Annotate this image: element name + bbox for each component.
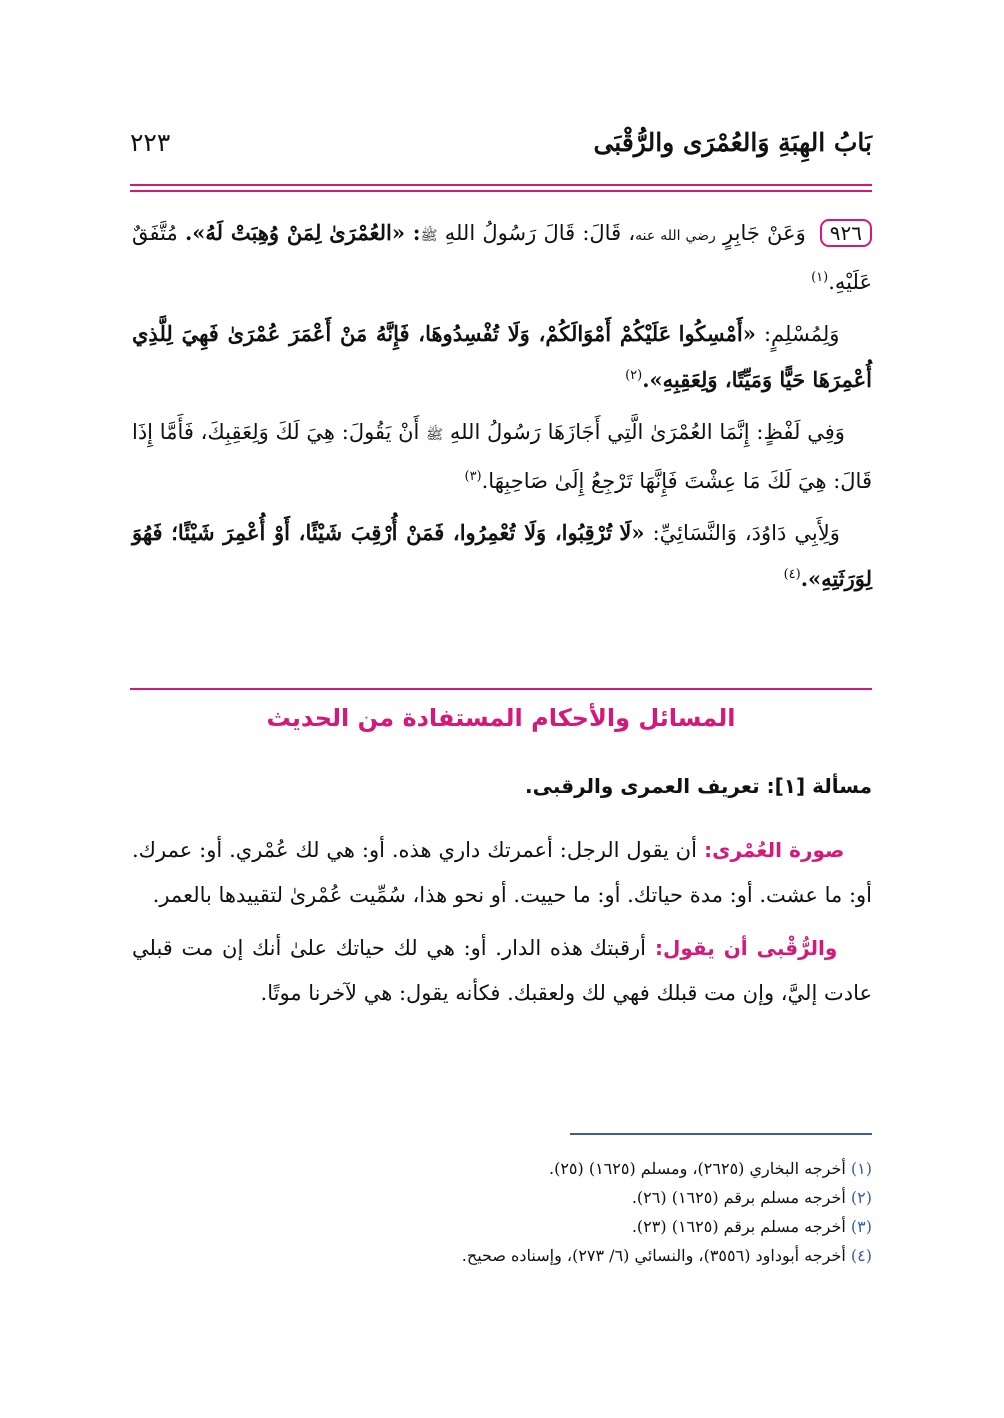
hadith-narration: وَعَنْ جَابِرٍ — [723, 221, 806, 245]
salla-glyph-2: ﷺ — [426, 427, 444, 443]
footnote-ref-3: (٣) — [464, 469, 482, 484]
footnote-3 — [132, 1212, 872, 1241]
hadith-block — [132, 212, 872, 600]
footnote-2-text: أخرجه مسلم برقم (١٦٢٥) (٢٦). — [631, 1188, 851, 1207]
footnote-4-text: أخرجه أبوداود (٣٥٥٦)، والنسائي (٦/ ٢٧٣)، وإسناده صحيح. — [461, 1246, 851, 1265]
radi-allahu-glyph: رضي الله عنه — [635, 228, 716, 244]
hadith-quote-1: : «العُمْرَىٰ لِمَنْ وُهِبَتْ لَهُ». — [184, 220, 421, 245]
hadith-paragraph-2 — [132, 313, 872, 401]
footnote-2-number: (٢) — [850, 1188, 872, 1207]
hadith-lafz-text-1: وَفِي لَفْظٍ: إِنَّمَا العُمْرَىٰ الَّتِي أَجَازَهَا رَسُولُ اللهِ — [449, 420, 845, 444]
footnote-3-number: (٣) — [850, 1217, 872, 1236]
hadith-qala: ، قَالَ: قَالَ رَسُولُ اللهِ — [444, 221, 636, 245]
footnote-rule — [570, 1133, 872, 1135]
umra-paragraph — [132, 828, 872, 918]
ruqba-paragraph — [132, 926, 872, 1016]
header-rule-top — [130, 184, 872, 186]
masala-label: مسألة [١]: — [759, 774, 872, 798]
hadith-source: مُتَّفَقٌ عَلَيْهِ. — [132, 221, 872, 294]
salla-glyph: ﷺ — [420, 228, 438, 244]
running-header — [130, 128, 872, 168]
footnote-2 — [132, 1183, 872, 1212]
footnote-1 — [132, 1154, 872, 1183]
definitions-block — [132, 828, 872, 1016]
section-heading: المسائل والأحكام المستفادة من الحديث — [266, 704, 736, 732]
footnote-4-number: (٤) — [850, 1246, 872, 1265]
footnotes — [132, 1154, 872, 1270]
footnote-1-number: (١) — [850, 1159, 872, 1178]
hadith-paragraph-3 — [132, 411, 872, 502]
hadith-number-badge: ٩٢٦ — [820, 219, 872, 247]
hadith-quote-2: «أَمْسِكُوا عَلَيْكُمْ أَمْوَالَكُمْ، وَلَا تُفْسِدُوهَا، فَإِنَّهُ مَنْ أَعْمَرَ عُمْرَىٰ فَهِيَ لِلَّذِي أُعْمِرَهَا حَيًّا وَمَيِّتًا، وَلِعَقِبِهِ». — [132, 321, 872, 392]
section-divider — [130, 688, 872, 690]
footnote-1-text: أخرجه البخاري (٢٦٢٥)، ومسلم (١٦٢٥) (٢٥). — [548, 1159, 851, 1178]
chapter-title: بَابُ الهِبَةِ وَالعُمْرَى والرُّقْبَى — [593, 128, 872, 157]
ruqba-label: والرُّقْبى أن يقول: — [646, 936, 838, 960]
footnote-4 — [132, 1241, 872, 1270]
masala-title: تعريف العمرى والرقبى. — [525, 774, 760, 798]
umra-label: صورة العُمْرى: — [696, 838, 845, 862]
hadith-muslim-intro: وَلِمُسْلِمٍ: — [755, 322, 840, 346]
hadith-paragraph-1 — [132, 212, 872, 303]
footnote-ref-2: (٢) — [625, 368, 643, 383]
masala-heading — [132, 774, 872, 798]
hadith-quote-4: «لَا تُرْقِبُوا، وَلَا تُعْمِرُوا، فَمَنْ أُرْقِبَ شَيْئًا، أَوْ أُعْمِرَ شَيْئًا؛ فَهُوَ لِوَرَثَتِهِ». — [132, 520, 872, 591]
footnote-3-text: أخرجه مسلم برقم (١٦٢٥) (٢٣). — [631, 1217, 851, 1236]
footnote-ref-1: (١) — [811, 270, 829, 285]
umra-text: أن يقول الرجل: أعمرتك داري هذه. أو: هي لك عُمْري. أو: عمرك. أو: ما عشت. أو: مدة حياتك. أو: ما حييت. أو نحو هذا، سُمِّيت عُمْرىٰ لتقييدها بالعمر. — [132, 838, 872, 907]
header-rule-bottom — [130, 190, 872, 192]
footnote-ref-4: (٤) — [783, 567, 801, 582]
ruqba-text: أرقبتك هذه الدار. أو: هي لك حياتك علىٰ أنك إن مت قبلي عادت إليَّ، وإن مت قبلك فهي لك ولعقبك. فكأنه يقول: هي لآخرنا موتًا. — [132, 936, 872, 1005]
hadith-lafz-text-2: أَنْ يَقُولَ: هِيَ لَكَ وَلِعَقِبِكَ، فَأَمَّا إِذَا قَالَ: هِيَ لَكَ مَا عِشْتَ فَإِنَّهَا تَرْجِعُ إِلَىٰ صَاحِبِهَا. — [132, 420, 872, 493]
page-number: ٢٢٣ — [130, 128, 171, 157]
hadith-abudawud-intro: وَلِأَبِي دَاوُدَ، وَالنَّسَائِيِّ: — [644, 521, 840, 545]
hadith-paragraph-4 — [132, 512, 872, 600]
